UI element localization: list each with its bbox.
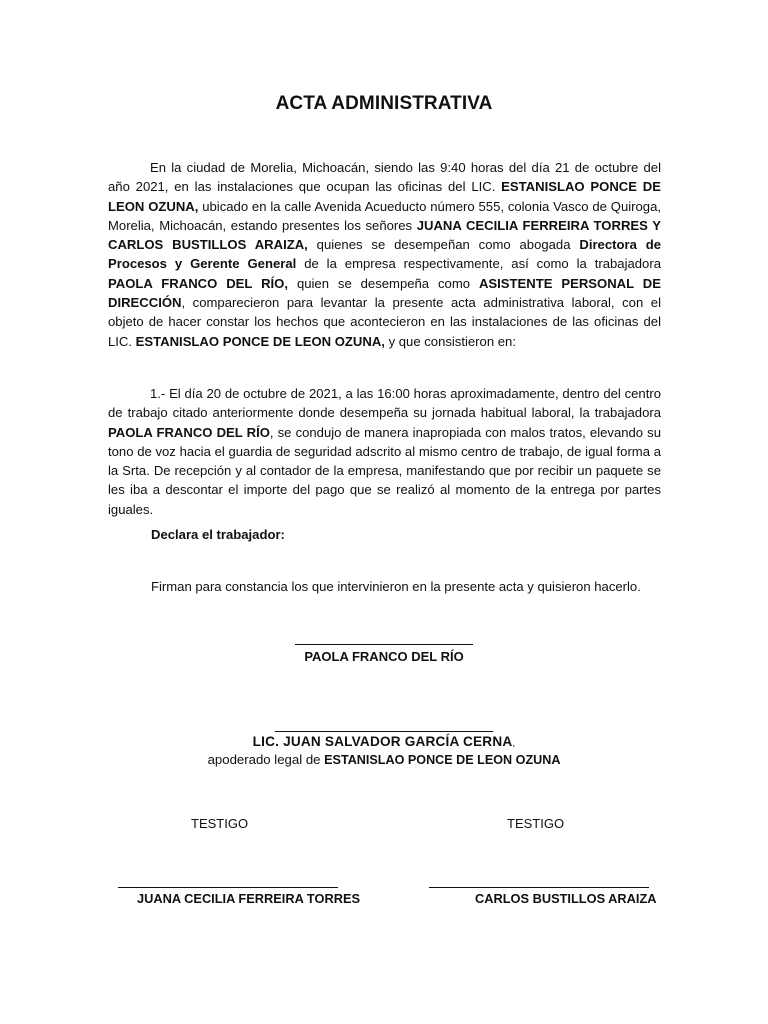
- witness-label-left: TESTIGO: [191, 816, 249, 831]
- opening-paragraph: [108, 158, 661, 351]
- witness-name-right: CARLOS BUSTILLOS ARAIZA: [475, 891, 657, 906]
- p1-bold-1: ESTANISLAO PONCE DE LEON OZUNA,: [108, 179, 661, 214]
- p1-text-2: ubicado en la calle Avenida Acueducto número 555, colonia Vasco de Quiroga, Morelia, Michoacán, estando presentes los señores: [108, 198, 662, 233]
- signer-name-juan-comma: ,: [512, 738, 516, 749]
- p1-text-6: , comparecieron para levantar la presente acta administrativa laboral, con el objeto de hacer constar los hechos que acontecieron en las instalaciones de las oficinas del LIC.: [108, 295, 661, 349]
- p1-text-3: quienes se desempeñan como abogada: [307, 237, 580, 253]
- signature-line-witness-left: [118, 887, 338, 888]
- p1-bold-4: PAOLA FRANCO DEL RÍO,: [108, 275, 289, 291]
- signing-statement: Firman para constancia los que intervinieron en la presente acta y quisieron hacerlo.: [151, 579, 641, 594]
- witness-label-right: TESTIGO: [507, 816, 565, 831]
- p1-bold-3: Directora de Procesos y Gerente General: [108, 237, 661, 272]
- signature-line-witness-right: [429, 887, 649, 888]
- p2-text-2: , se condujo de manera inapropiada con malos tratos, elevando su tono de voz hacia el guardia de seguridad adscrito al mismo centro de trabajo, de igual forma a la Srta. De recepción y al contador de la empresa, manifestando que por recibir un paquete se les iba a descontar el importe del pago que se realizó al momento de la entrega por partes iguales.: [108, 424, 661, 517]
- p1-bold-2: JUANA CECILIA FERREIRA TORRES Y CARLOS BUSTILLOS ARAIZA,: [108, 217, 661, 253]
- p1-bold-5: ASISTENTE PERSONAL DE DIRECCIÓN: [108, 275, 661, 311]
- signature-line-paola: [295, 644, 473, 645]
- p1-bold-6: ESTANISLAO PONCE DE LEON OZUNA,: [135, 333, 385, 349]
- witness-name-left: JUANA CECILIA FERREIRA TORRES: [137, 891, 361, 906]
- p1-text-5: quien se desempeña como: [288, 275, 479, 291]
- worker-declaration-label: Declara el trabajador:: [151, 527, 285, 542]
- document-title: ACTA ADMINISTRATIVA: [275, 93, 493, 114]
- p2-bold-1: PAOLA FRANCO DEL RÍO: [108, 424, 270, 440]
- signer-name-paola: PAOLA FRANCO DEL RÍO: [304, 649, 464, 664]
- apoderado-text: apoderado legal de: [207, 752, 325, 767]
- p1-text-7: y que consistieron en:: [384, 333, 516, 349]
- apoderado-company: ESTANISLAO PONCE DE LEON OZUNA: [324, 753, 561, 767]
- signer-name-juan: [0, 734, 768, 749]
- signature-line-juan: [275, 731, 493, 732]
- legal-representative-line: [0, 752, 768, 767]
- p1-text-4: de la empresa respectivamente, así como la trabajadora: [296, 256, 661, 272]
- p2-text-1: 1.- El día 20 de octubre de 2021, a las 16:00 horas aproximadamente, dentro del centro de trabajo citado anteriormente donde desempeña su jornada habitual laboral, la trabajadora: [108, 386, 661, 421]
- facts-paragraph: [108, 384, 661, 519]
- p1-text-1: En la ciudad de Morelia, Michoacán, siendo las 9:40 horas del día 21 de octubre del año 2021, en las instalaciones que ocupan las oficinas del LIC.: [108, 160, 661, 195]
- signer-name-juan-text: LIC. JUAN SALVADOR GARCÍA CERNA: [252, 734, 513, 749]
